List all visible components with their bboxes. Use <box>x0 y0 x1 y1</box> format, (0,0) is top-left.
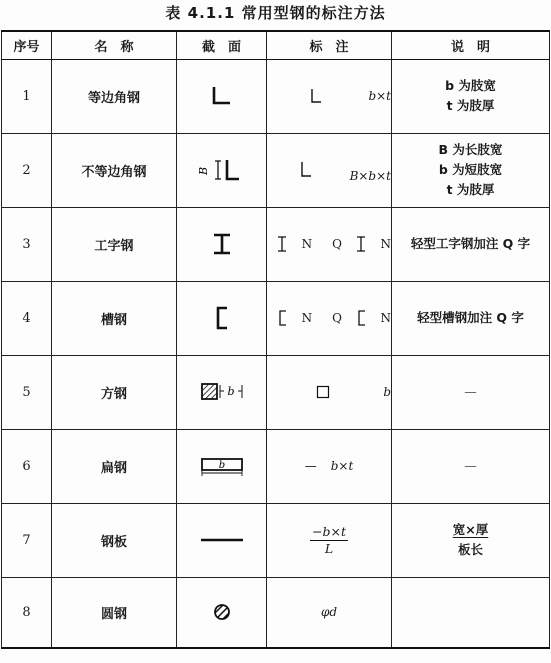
notes-cell <box>392 133 550 207</box>
note-line: b 为短肢宽 <box>438 162 503 177</box>
marking-text: b×t <box>330 459 354 473</box>
section-cell <box>177 503 267 577</box>
fraction-numerator: −b×t <box>312 523 346 539</box>
angle-mark-icon <box>310 88 322 104</box>
table-row <box>2 577 550 648</box>
notes-cell <box>392 577 550 648</box>
note-dash: — <box>464 458 477 473</box>
row-name: 扁钢 <box>52 429 177 503</box>
row-name: 方钢 <box>52 355 177 429</box>
marking-cell <box>267 59 392 133</box>
row-name: 槽钢 <box>52 281 177 355</box>
marking-cell <box>267 429 392 503</box>
header-notes: 说 明 <box>392 31 550 59</box>
row-name: 工字钢 <box>52 207 177 281</box>
channel-mark-icon <box>277 309 287 327</box>
row-number: 5 <box>2 355 52 429</box>
round-bar-section-icon <box>212 602 232 622</box>
row-number: 6 <box>2 429 52 503</box>
plate-section-icon <box>199 535 245 545</box>
header-section: 截 面 <box>177 31 267 59</box>
table-row <box>2 59 550 133</box>
notes-cell <box>392 355 550 429</box>
notes-cell: 轻型工字钢加注 Q 字 <box>392 207 550 281</box>
section-cell <box>177 355 267 429</box>
marking-cell <box>267 355 392 429</box>
flat-bar-section-icon <box>198 454 246 478</box>
header-marking: 标 注 <box>267 31 392 59</box>
header-number: 序号 <box>2 31 52 59</box>
note-line: 板长 <box>457 542 483 557</box>
angle-mark-icon <box>300 161 312 179</box>
marking-prefix: Q <box>332 311 342 325</box>
marking-text: N <box>301 237 313 251</box>
section-label-b: B <box>196 166 210 176</box>
marking-cell <box>267 577 392 648</box>
header-row <box>2 31 550 59</box>
note-line: b 为肢宽 <box>445 78 496 93</box>
notes-cell <box>392 429 550 503</box>
table-row <box>2 429 550 503</box>
note-line: t 为肢厚 <box>446 182 495 197</box>
row-number: 3 <box>2 207 52 281</box>
i-beam-section-icon <box>211 232 233 256</box>
plate-fraction <box>310 524 348 557</box>
notes-cell <box>392 503 550 577</box>
table-row <box>2 355 550 429</box>
header-name: 名 称 <box>52 31 177 59</box>
marking-text: b×t <box>368 89 391 103</box>
table-caption: 表 4.1.1 常用型钢的标注方法 <box>165 4 386 22</box>
marking-text: N <box>380 237 391 251</box>
row-number: 1 <box>2 59 52 133</box>
table-row <box>2 281 550 355</box>
square-mark-icon <box>316 385 330 399</box>
marking-text: N <box>301 311 313 325</box>
marking-text: φd <box>320 604 338 619</box>
note-dash: — <box>464 384 477 399</box>
square-bar-section-icon <box>200 381 244 403</box>
row-number: 2 <box>2 133 52 207</box>
unequal-angle-section-icon <box>196 157 243 183</box>
equal-angle-section-icon <box>210 85 234 107</box>
marking-cell <box>267 133 392 207</box>
marking-prefix: — <box>304 459 317 473</box>
table-row <box>2 207 550 281</box>
row-name: 不等边角钢 <box>52 133 177 207</box>
row-name: 圆钢 <box>52 577 177 648</box>
section-cell <box>177 133 267 207</box>
section-label-b: b <box>226 385 235 398</box>
marking-prefix: Q <box>332 237 342 251</box>
marking-text: b <box>383 385 391 399</box>
note-line: 宽×厚 <box>452 522 489 537</box>
note-line: B 为长肢宽 <box>438 142 503 157</box>
row-number: 8 <box>2 577 52 648</box>
row-number: 7 <box>2 503 52 577</box>
marking-cell <box>267 207 392 281</box>
channel-section-icon <box>212 305 232 331</box>
steel-marking-table <box>1 30 550 649</box>
fraction-denominator: L <box>324 540 334 556</box>
notes-cell <box>392 59 550 133</box>
note-line: t 为肢厚 <box>446 98 495 113</box>
section-cell <box>177 429 267 503</box>
i-beam-mark-icon <box>277 235 287 253</box>
i-beam-mark-icon <box>356 235 366 253</box>
table-row <box>2 133 550 207</box>
section-cell <box>177 281 267 355</box>
section-cell <box>177 207 267 281</box>
notes-cell: 轻型槽钢加注 Q 字 <box>392 281 550 355</box>
section-label-b: b <box>218 460 225 471</box>
marking-cell <box>267 503 392 577</box>
section-cell <box>177 59 267 133</box>
section-cell <box>177 577 267 648</box>
row-name: 钢板 <box>52 503 177 577</box>
marking-text: N <box>380 311 391 325</box>
row-number: 4 <box>2 281 52 355</box>
marking-text: B×b×t <box>349 169 391 183</box>
marking-cell <box>267 281 392 355</box>
row-name: 等边角钢 <box>52 59 177 133</box>
table-row <box>2 503 550 577</box>
channel-mark-icon <box>356 309 366 327</box>
